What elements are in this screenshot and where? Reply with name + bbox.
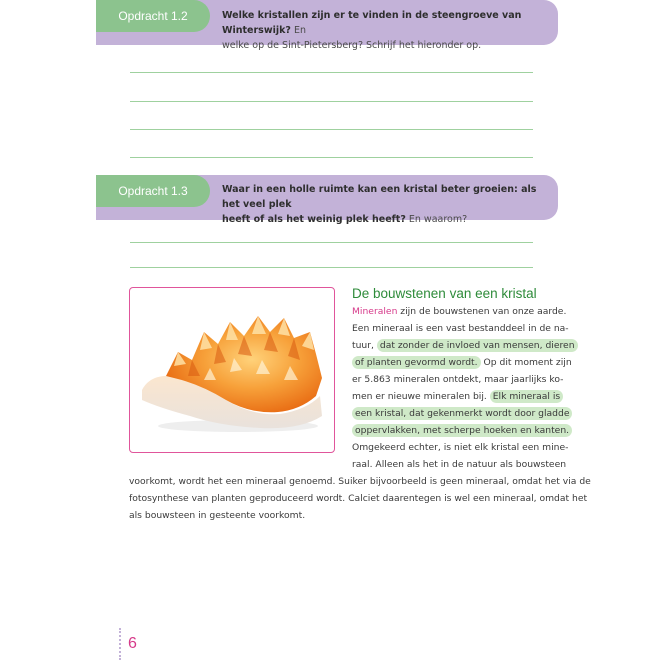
body-paragraph	[352, 303, 578, 473]
assignment-tag-1-2	[96, 0, 210, 32]
text-line	[352, 388, 578, 405]
keyword-mineralen: Mineralen	[352, 306, 398, 317]
answer-line[interactable]	[130, 242, 533, 243]
assignment-question-1-3	[222, 182, 546, 227]
answer-line[interactable]	[130, 101, 533, 102]
answer-line[interactable]	[130, 129, 533, 130]
text-line: er 5.863 mineralen ontdekt, maar jaarlijks ko-	[352, 374, 564, 385]
question-bold-text: Welke kristallen zijn er te vinden in de steengroeve van Winterswijk?	[222, 10, 522, 36]
question-bold-text: heeft of als het weinig plek heeft?	[222, 214, 406, 225]
answer-line[interactable]	[130, 267, 533, 268]
question-plain-text: En	[290, 25, 306, 36]
answer-line[interactable]	[130, 157, 533, 158]
text-line	[352, 354, 578, 371]
assignment-tag-1-3	[96, 175, 210, 207]
text-line: Omgekeerd echter, is niet elk kristal een mine-	[352, 442, 569, 453]
crystal-photo	[129, 287, 335, 453]
assignment-tag-label: Opdracht 1.2	[118, 9, 188, 23]
text-line: raal. Alleen als het in de natuur als bouwsteen	[352, 459, 567, 470]
body-paragraph-full-width	[129, 473, 591, 524]
highlighted-text: of planten gevormd wordt.	[352, 356, 481, 369]
answer-line[interactable]	[130, 72, 533, 73]
assignment-tag-label: Opdracht 1.3	[118, 184, 188, 198]
page-number: 6	[128, 635, 137, 652]
question-bold-text: Waar in een holle ruimte kan een kristal beter groeien: als het veel plek	[222, 184, 537, 210]
text-line	[352, 422, 578, 439]
citrine-crystal-image	[130, 288, 334, 452]
highlighted-text: Elk mineraal is	[490, 390, 563, 403]
text-line: als bouwsteen in gesteente voorkomt.	[129, 510, 306, 521]
text-line: voorkomt, wordt het een mineraal genoemd. Suiker bijvoorbeeld is geen mineraal, omdat het via de	[129, 476, 591, 487]
page-margin-dots	[119, 628, 121, 660]
question-plain-text: En waarom?	[405, 214, 468, 225]
text-span: zijn de bouwstenen van onze aarde.	[397, 306, 567, 317]
assignment-question-1-2	[222, 8, 546, 53]
highlighted-text: oppervlakken, met scherpe hoeken en kanten.	[352, 424, 572, 437]
text-line	[352, 405, 578, 422]
section-title: De bouwstenen van een kristal	[352, 286, 537, 301]
question-plain-text: welke op de Sint-Pietersberg? Schrijf het hieronder op.	[222, 40, 482, 51]
text-span: men er nieuwe mineralen bij.	[352, 391, 487, 402]
text-line	[352, 337, 578, 354]
text-line: Een mineraal is een vast bestanddeel in de na-	[352, 323, 569, 334]
highlighted-text: dat zonder de invloed van mensen, dieren	[377, 339, 578, 352]
text-span: Op dit moment zijn	[480, 357, 572, 368]
text-line: fotosynthese van planten geproduceerd wordt. Calciet daarentegen is wel een mineraal, omdat het	[129, 493, 588, 504]
assignment-band-1-2	[96, 0, 558, 51]
text-span: tuur,	[352, 340, 374, 351]
highlighted-text: een kristal, dat gekenmerkt wordt door gladde	[352, 407, 572, 420]
text-line	[352, 303, 578, 320]
assignment-band-1-3	[96, 175, 558, 225]
